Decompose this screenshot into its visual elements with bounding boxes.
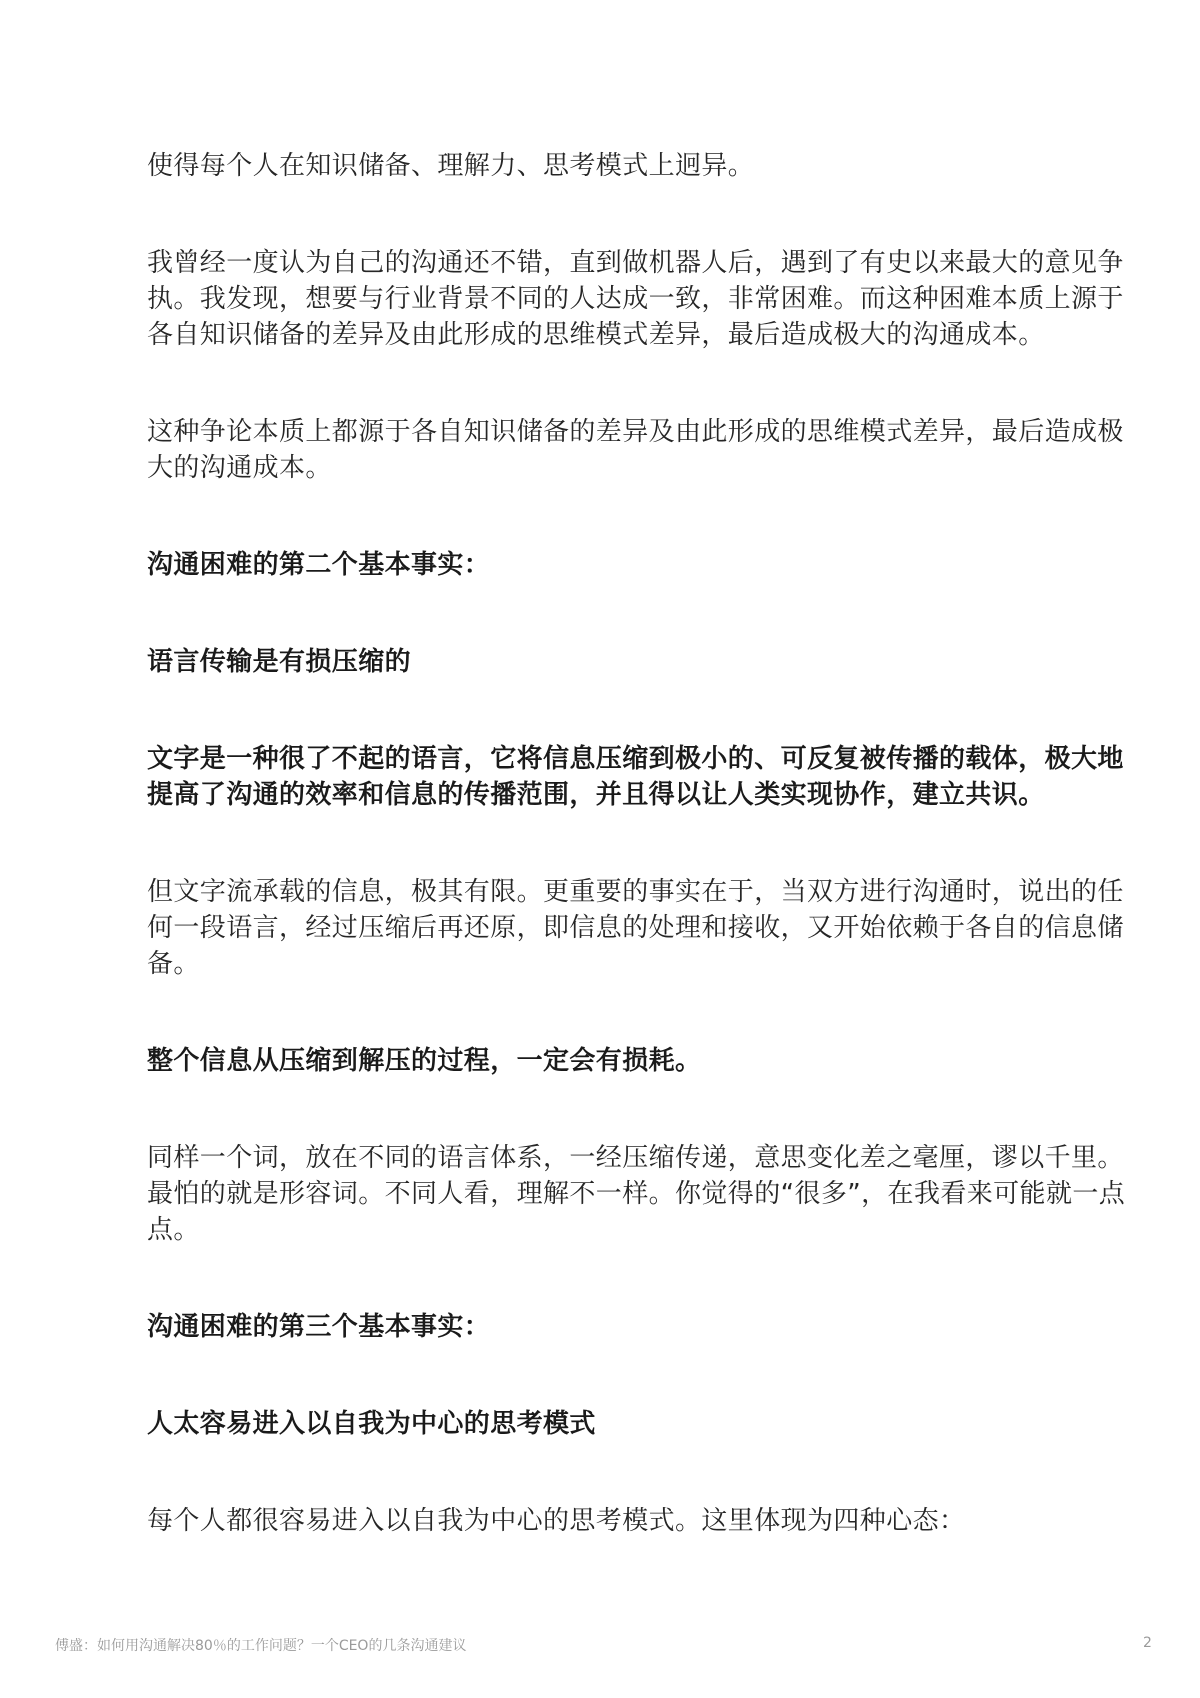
- paragraph: [147, 1140, 1126, 1248]
- text-line: 执。我发现，想要与行业背景不同的人达成一致，非常困难。而这种困难本质上源于: [147, 284, 1124, 314]
- text-line: 最怕的就是形容词。不同人看，理解不一样。你觉得的“很多”，在我看来可能就一点: [147, 1179, 1126, 1209]
- paragraph: [147, 1503, 1067, 1539]
- document-body: [147, 148, 1126, 1600]
- paragraph: [147, 874, 1124, 982]
- bold-paragraph: [147, 1406, 1067, 1442]
- footer-document-title: 傅盛：如何用沟通解决80％的工作问题？一个CEO的几条沟通建议: [55, 1638, 467, 1654]
- text-line: 整个信息从压缩到解压的过程，一定会有损耗。: [147, 1046, 702, 1076]
- text-line: 每个人都很容易进入以自我为中心的思考模式。这里体现为四种心态：: [147, 1506, 966, 1536]
- text-line: 何一段语言，经过压缩后再还原，即信息的处理和接收，又开始依赖于各自的信息储: [147, 913, 1124, 943]
- bold-paragraph: [147, 1309, 1067, 1345]
- bold-paragraph: [147, 1043, 1067, 1079]
- text-line: 提高了沟通的效率和信息的传播范围，并且得以让人类实现协作，建立共识。: [147, 780, 1045, 810]
- paragraph: [147, 414, 1124, 486]
- paragraph: [147, 148, 1067, 184]
- bold-paragraph: [147, 741, 1124, 813]
- page-number: 2: [1143, 1635, 1152, 1651]
- text-line: 点。: [147, 1215, 200, 1245]
- text-line: 但文字流承载的信息，极其有限。更重要的事实在于，当双方进行沟通时，说出的任: [147, 877, 1124, 907]
- text-line: 大的沟通成本。: [147, 453, 332, 483]
- text-line: 人太容易进入以自我为中心的思考模式: [147, 1409, 596, 1439]
- text-line: 备。: [147, 949, 200, 979]
- text-line: 沟通困难的第三个基本事实：: [147, 1312, 491, 1342]
- text-line: 使得每个人在知识储备、理解力、思考模式上迥异。: [147, 151, 755, 181]
- text-line: 各自知识储备的差异及由此形成的思维模式差异，最后造成极大的沟通成本。: [147, 320, 1045, 350]
- text-line: 这种争论本质上都源于各自知识储备的差异及由此形成的思维模式差异，最后造成极: [147, 417, 1124, 447]
- paragraph: [147, 245, 1124, 353]
- text-line: 我曾经一度认为自己的沟通还不错，直到做机器人后，遇到了有史以来最大的意见争: [147, 248, 1124, 278]
- text-line: 沟通困难的第二个基本事实：: [147, 550, 491, 580]
- text-line: 同样一个词，放在不同的语言体系，一经压缩传递，意思变化差之毫厘，谬以千里。: [147, 1143, 1124, 1173]
- text-line: 文字是一种很了不起的语言，它将信息压缩到极小的、可反复被传播的载体，极大地: [147, 744, 1124, 774]
- bold-paragraph: [147, 547, 1067, 583]
- text-line: 语言传输是有损压缩的: [147, 647, 412, 677]
- bold-paragraph: [147, 644, 1067, 680]
